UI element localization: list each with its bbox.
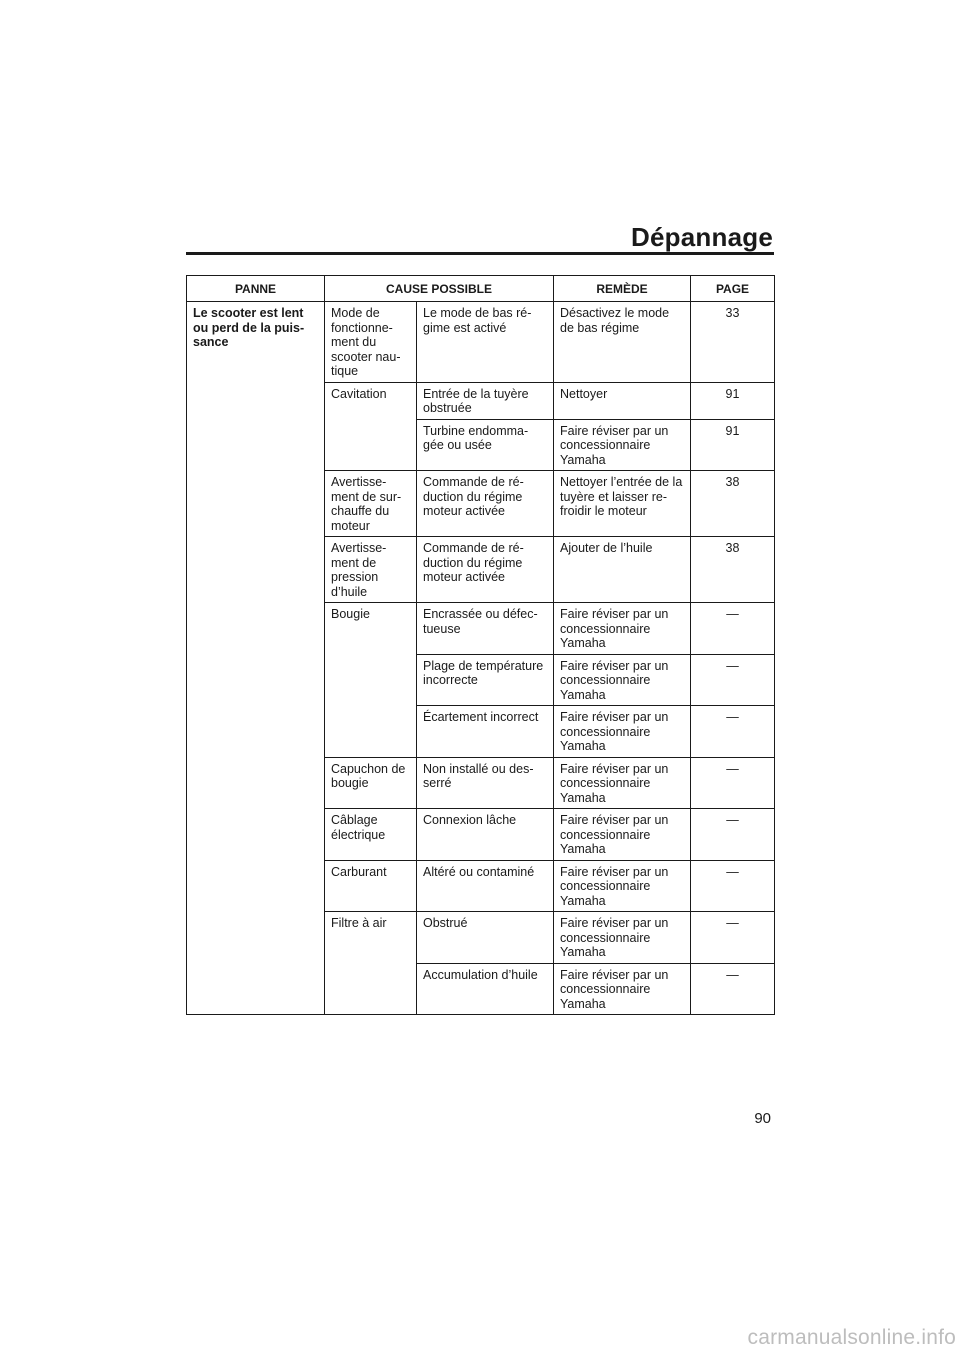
remede-cell: Désactivez le mode de bas régime bbox=[554, 302, 691, 383]
remede-cell: Faire réviser par un concessionnaire Yamaha bbox=[554, 912, 691, 964]
detail-cell: Commande de ré-duction du régime moteur activée bbox=[417, 537, 554, 603]
page-cell: — bbox=[691, 860, 775, 912]
header-page: PAGE bbox=[691, 276, 775, 302]
page-cell: 33 bbox=[691, 302, 775, 383]
detail-cell: Encrassée ou défec-tueuse bbox=[417, 603, 554, 655]
cause-cell: Capuchon de bougie bbox=[325, 757, 417, 809]
cause-cell: Bougie bbox=[325, 603, 417, 758]
watermark: carmanualsonline.info bbox=[747, 1326, 956, 1349]
header-remede: REMÈDE bbox=[554, 276, 691, 302]
page-cell: — bbox=[691, 654, 775, 706]
detail-cell: Obstrué bbox=[417, 912, 554, 964]
detail-cell: Connexion lâche bbox=[417, 809, 554, 861]
detail-cell: Altéré ou contaminé bbox=[417, 860, 554, 912]
page-cell: 91 bbox=[691, 419, 775, 471]
page-cell: 38 bbox=[691, 471, 775, 537]
remede-cell: Faire réviser par un concessionnaire Yamaha bbox=[554, 419, 691, 471]
detail-cell: Non installé ou des-serré bbox=[417, 757, 554, 809]
detail-cell: Entrée de la tuyère obstruée bbox=[417, 382, 554, 419]
detail-cell: Le mode de bas ré-gime est activé bbox=[417, 302, 554, 383]
page-cell: — bbox=[691, 963, 775, 1015]
page-title: Dépannage bbox=[631, 222, 773, 252]
page-cell: 38 bbox=[691, 537, 775, 603]
cause-cell: Mode de fonctionne-ment du scooter nau-tique bbox=[325, 302, 417, 383]
remede-cell: Faire réviser par un concessionnaire Yamaha bbox=[554, 963, 691, 1015]
detail-cell: Écartement incorrect bbox=[417, 706, 554, 758]
page-cell: — bbox=[691, 603, 775, 655]
panne-cell: Le scooter est lent ou perd de la puis-sance bbox=[187, 302, 325, 1015]
page-cell: — bbox=[691, 757, 775, 809]
detail-cell: Plage de température incorrecte bbox=[417, 654, 554, 706]
header-panne: PANNE bbox=[187, 276, 325, 302]
remede-cell: Faire réviser par un concessionnaire Yamaha bbox=[554, 757, 691, 809]
cause-cell: Câblage électrique bbox=[325, 809, 417, 861]
page-cell: 91 bbox=[691, 382, 775, 419]
remede-cell: Faire réviser par un concessionnaire Yamaha bbox=[554, 860, 691, 912]
header-cause: CAUSE POSSIBLE bbox=[325, 276, 554, 302]
cause-cell: Carburant bbox=[325, 860, 417, 912]
remede-cell: Ajouter de l’huile bbox=[554, 537, 691, 603]
table-row bbox=[187, 302, 775, 383]
remede-cell: Nettoyer l’entrée de la tuyère et laisser re-froidir le moteur bbox=[554, 471, 691, 537]
remede-cell: Faire réviser par un concessionnaire Yamaha bbox=[554, 603, 691, 655]
remede-cell: Faire réviser par un concessionnaire Yamaha bbox=[554, 706, 691, 758]
cause-cell: Cavitation bbox=[325, 382, 417, 471]
troubleshooting-table bbox=[186, 275, 775, 1015]
page-number: 90 bbox=[754, 1110, 771, 1127]
table-header-row bbox=[187, 276, 775, 302]
detail-cell: Commande de ré-duction du régime moteur activée bbox=[417, 471, 554, 537]
page-cell: — bbox=[691, 809, 775, 861]
remede-cell: Faire réviser par un concessionnaire Yamaha bbox=[554, 809, 691, 861]
remede-cell: Nettoyer bbox=[554, 382, 691, 419]
title-rule bbox=[186, 252, 774, 255]
remede-cell: Faire réviser par un concessionnaire Yamaha bbox=[554, 654, 691, 706]
page-cell: — bbox=[691, 706, 775, 758]
cause-cell: Avertisse-ment de pression d’huile bbox=[325, 537, 417, 603]
page-cell: — bbox=[691, 912, 775, 964]
cause-cell: Avertisse-ment de sur-chauffe du moteur bbox=[325, 471, 417, 537]
detail-cell: Accumulation d’huile bbox=[417, 963, 554, 1015]
detail-cell: Turbine endomma-gée ou usée bbox=[417, 419, 554, 471]
cause-cell: Filtre à air bbox=[325, 912, 417, 1015]
